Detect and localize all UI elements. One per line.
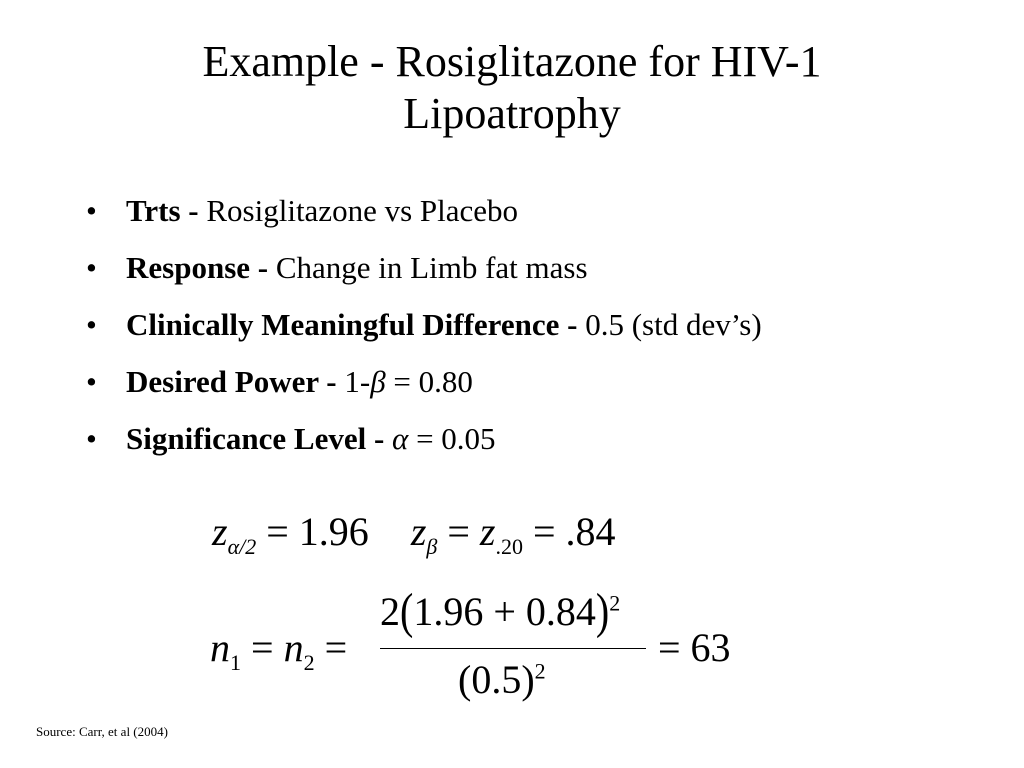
beta-subscript: β [426,534,438,559]
bullet-label: Significance Level - [126,421,393,456]
fraction-denominator [458,657,546,702]
z-variable: z [410,509,427,554]
n1-variable: n [210,625,230,670]
bullet-text: Rosiglitazone vs Placebo [206,193,519,228]
bullet-marker: • [86,193,97,228]
alpha-half-subscript: α/2 [227,534,257,559]
numerator-sum: 1.96 + 0.84 [413,589,596,634]
bullet-label: Response - [126,250,276,285]
bullet-text: 0.5 (std dev’s) [585,307,762,342]
equals-sign: = [437,509,480,554]
z-beta-value: = .84 [523,509,616,554]
bullet-treatments [86,192,762,249]
source-citation: Source: Carr, et al (2004) [36,724,168,739]
sample-size-result: = 63 [658,625,731,670]
numerator-exponent: 2 [609,590,621,616]
bullet-list [86,192,762,477]
alpha-symbol: α [392,421,409,456]
slide-title [0,36,1024,140]
bullet-text: Change in Limb fat mass [275,250,588,285]
bullet-label: Trts - [126,193,207,228]
bullet-marker: • [86,307,97,342]
bullet-marker: • [86,421,97,456]
z-20-subscript: .20 [495,534,523,559]
beta-symbol: β [370,364,386,399]
close-paren: ) [595,582,610,639]
denominator-base: (0.5) [458,657,535,702]
n2-subscript: 2 [303,650,315,675]
bullet-label: Clinically Meaningful Difference - [126,307,586,342]
z-alpha-value: = 1.96 [256,509,369,554]
slide-title-line-1: Example - Rosiglitazone for HIV-1 [202,37,822,86]
z-variable: z [479,509,496,554]
bullet-response [86,249,762,306]
numerator-coefficient: 2 [380,589,400,634]
bullet-desired-power [86,363,762,420]
open-paren: ( [400,582,414,639]
bullet-label: Desired Power - [126,364,345,399]
bullet-prefix: 1- [344,364,371,399]
bullet-text: = 0.05 [408,421,496,456]
bullet-clinical-difference [86,306,762,363]
bullet-marker: • [86,364,97,399]
bullet-significance-level [86,420,762,477]
equals-sign: = [314,625,348,670]
n2-variable: n [283,625,304,670]
n1-subscript: 1 [230,650,241,675]
fraction-numerator [380,582,621,639]
denominator-exponent: 2 [534,658,546,684]
sample-size-lhs [210,625,348,675]
fraction-bar [380,648,646,649]
equals-sign: = [241,625,284,670]
bullet-text: = 0.80 [385,364,473,399]
z-variable: z [212,509,228,554]
critical-values-equation [212,509,616,559]
bullet-marker: • [86,250,97,285]
slide-title-line-2: Lipoatrophy [403,89,621,138]
